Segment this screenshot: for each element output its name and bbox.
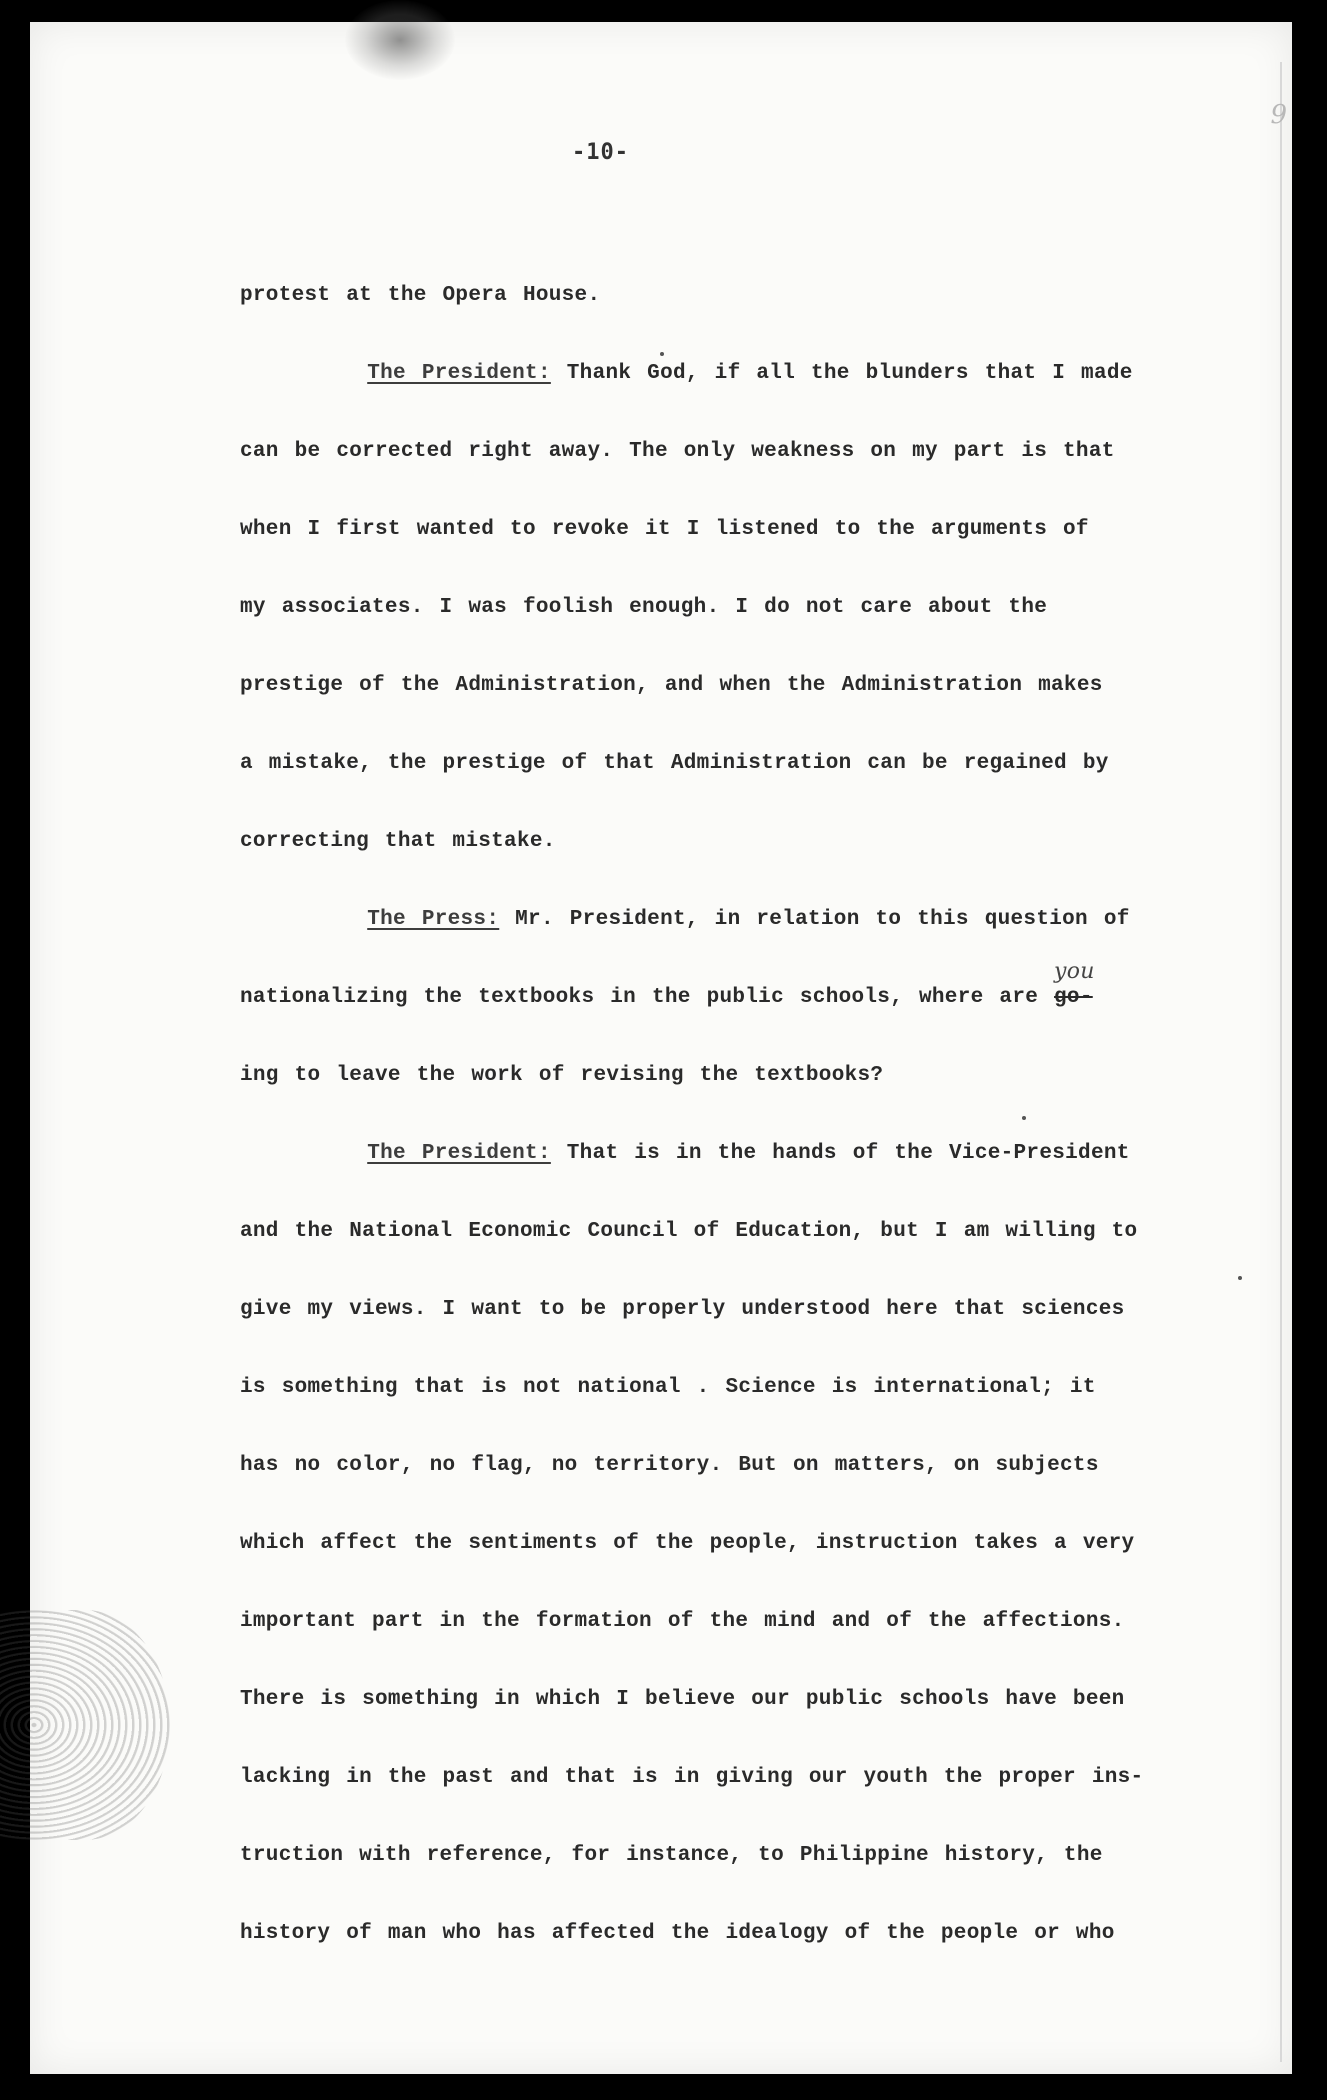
text-line: [240, 748, 1120, 826]
text-line: [240, 436, 1120, 514]
text-line: [240, 1060, 1120, 1138]
line-text: There is something in which I believe our public schools have been: [240, 1688, 1125, 1711]
line-text: That is in the hands of the Vice-President: [550, 1142, 1130, 1165]
text-line: [240, 280, 1120, 358]
handwritten-correction: [1054, 959, 1095, 1014]
line-text: is something that is not national . Science is international; it: [240, 1376, 1096, 1399]
text-line: [240, 1372, 1120, 1450]
line-text: truction with reference, for instance, to Philippine history, the: [240, 1844, 1103, 1867]
line-text: history of man who has affected the idealogy of the people or who: [240, 1922, 1115, 1945]
indent: [240, 362, 367, 385]
text-line: [240, 1762, 1144, 1840]
line-text: when I first wanted to revoke it I listened to the arguments of: [240, 518, 1089, 541]
indent: [240, 908, 367, 931]
text-line: [240, 1606, 1125, 1684]
line-text: Mr. President, in relation to this question of: [499, 908, 1130, 931]
line-text: which affect the sentiments of the people, instruction takes a very: [240, 1532, 1135, 1555]
text-line: [240, 1216, 1138, 1294]
text-line: [240, 358, 1133, 436]
text-line: [240, 1528, 1135, 1606]
text-line: [240, 1450, 1120, 1528]
line-text: protest at the Opera House.: [240, 284, 601, 307]
line-text: can be corrected right away. The only weakness on my part is that: [240, 440, 1115, 463]
text-line: [240, 904, 1130, 982]
handwritten-page-mark: 9: [1270, 100, 1287, 130]
text-line: [240, 1684, 1125, 1762]
line-text: Thank God, if all the blunders that I made: [550, 362, 1133, 385]
struck-word: go-: [1054, 986, 1093, 1009]
page-edge: [1280, 62, 1282, 2062]
indent: [240, 1142, 367, 1165]
text-line: [240, 826, 1120, 904]
speaker-label: The President:: [367, 1142, 551, 1165]
page-number: -10-: [572, 140, 629, 165]
text-line: [240, 959, 1120, 1060]
thumbprint-stain: [0, 1610, 170, 1840]
text-line: [240, 1138, 1130, 1216]
line-text: my associates. I was foolish enough. I do not care about the: [240, 596, 1048, 619]
inserted-word: you: [1054, 959, 1095, 984]
line-text: nationalizing the textbooks in the public schools, where are: [240, 986, 1055, 1009]
text-line: [240, 1918, 1120, 1996]
text-line: [240, 592, 1120, 670]
line-text: a mistake, the prestige of that Administration can be regained by: [240, 752, 1109, 775]
speaker-label: The Press:: [367, 908, 500, 931]
line-text: give my views. I want to be properly understood here that sciences: [240, 1298, 1125, 1321]
ink-smudge: [345, 0, 455, 80]
text-line: [240, 514, 1120, 592]
text-line: [240, 1294, 1125, 1372]
line-text: ing to leave the work of revising the textbooks?: [240, 1064, 884, 1087]
line-text: important part in the formation of the mind and of the affections.: [240, 1610, 1125, 1633]
transcript-body: [240, 280, 1144, 1996]
line-text: has no color, no flag, no territory. But on matters, on subjects: [240, 1454, 1099, 1477]
line-text: and the National Economic Council of Education, but I am willing to: [240, 1220, 1138, 1243]
speck: [1238, 1276, 1242, 1280]
speaker-label: The President:: [367, 362, 551, 385]
line-text: prestige of the Administration, and when the Administration makes: [240, 674, 1103, 697]
line-text: correcting that mistake.: [240, 830, 556, 853]
text-line: [240, 1840, 1120, 1918]
line-text: lacking in the past and that is in giving our youth the proper ins-: [240, 1766, 1144, 1789]
text-line: [240, 670, 1120, 748]
